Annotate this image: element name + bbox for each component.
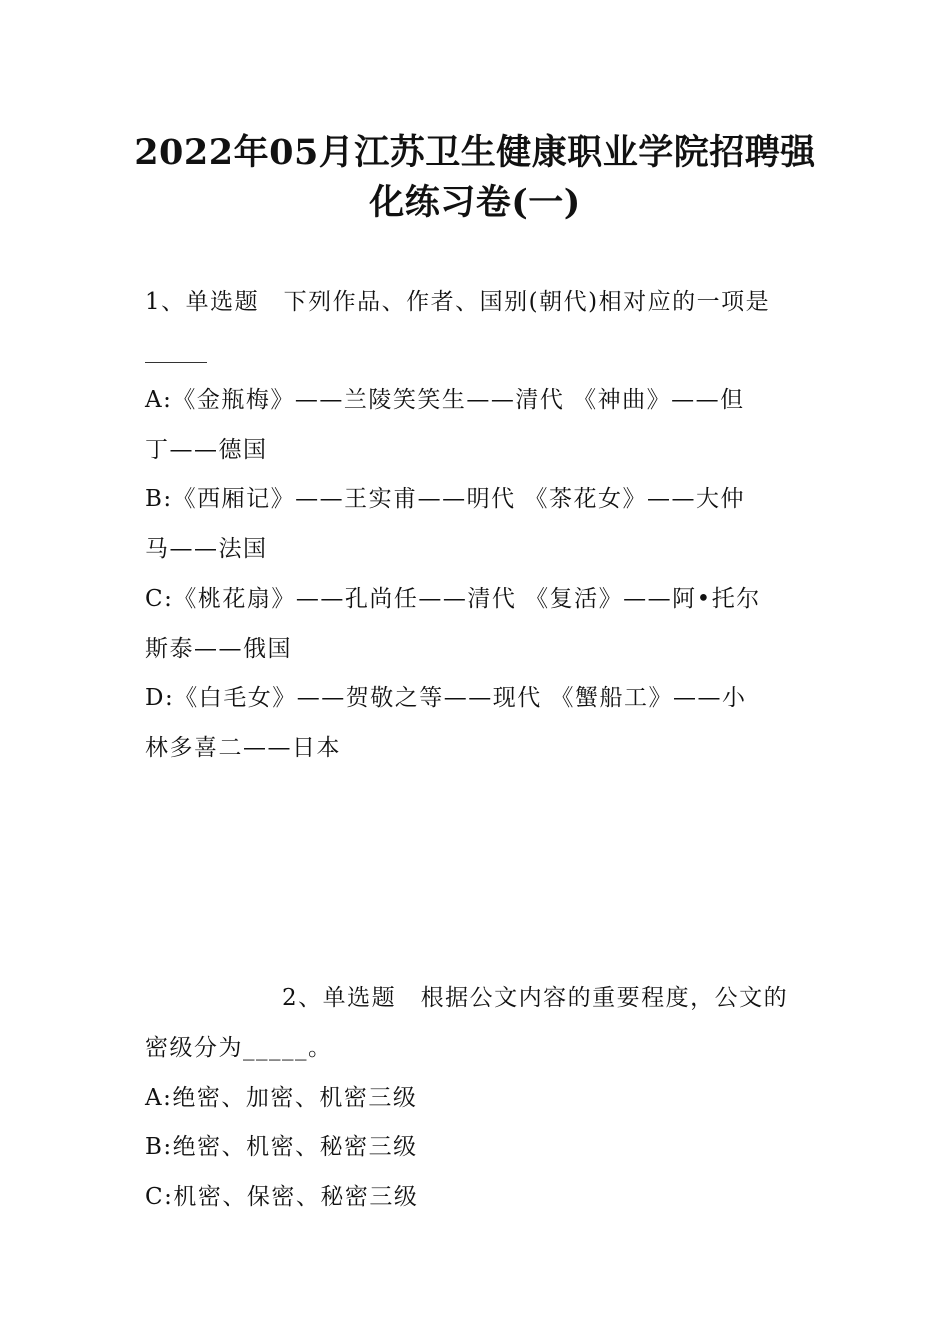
question-1-answer-blank — [145, 362, 207, 363]
question-1-stem: 1、单选题 下列作品、作者、国别(朝代)相对应的一项是 — [145, 289, 771, 315]
question-2-stem-line-2: 密级分为_____。 — [145, 1035, 333, 1061]
question-1-option-a-line-1: A:《金瓶梅》——兰陵笑笑生——清代 《神曲》——但 — [145, 387, 745, 413]
question-2-stem: 2、单选题 根据公文内容的重要程度，公文的 — [282, 985, 789, 1011]
document-title — [120, 128, 830, 228]
question-1-option-b-line-2: 马——法国 — [145, 536, 268, 562]
question-2-option-b: B:绝密、机密、秘密三级 — [145, 1134, 418, 1160]
question-1-option-b-line-1: B:《西厢记》——王实甫——明代 《茶花女》——大仲 — [145, 486, 745, 512]
question-1-option-d-line-1: D:《白毛女》——贺敬之等——现代 《蟹船工》——小 — [145, 685, 747, 711]
question-2-option-a: A:绝密、加密、机密三级 — [145, 1085, 418, 1111]
title-line-2: 化练习卷(一) — [369, 182, 581, 223]
question-1-option-c-line-1: C:《桃花扇》——孔尚任——清代 《复活》——阿•托尔 — [145, 586, 761, 612]
question-1-option-d-line-2: 林多喜二——日本 — [145, 735, 341, 761]
question-1-option-c-line-2: 斯泰——俄国 — [145, 636, 292, 662]
title-line-1: 2022年05月江苏卫生健康职业学院招聘强 — [134, 132, 816, 173]
question-2-option-c: C:机密、保密、秘密三级 — [145, 1184, 419, 1210]
question-1-option-a-line-2: 丁——德国 — [145, 437, 268, 463]
